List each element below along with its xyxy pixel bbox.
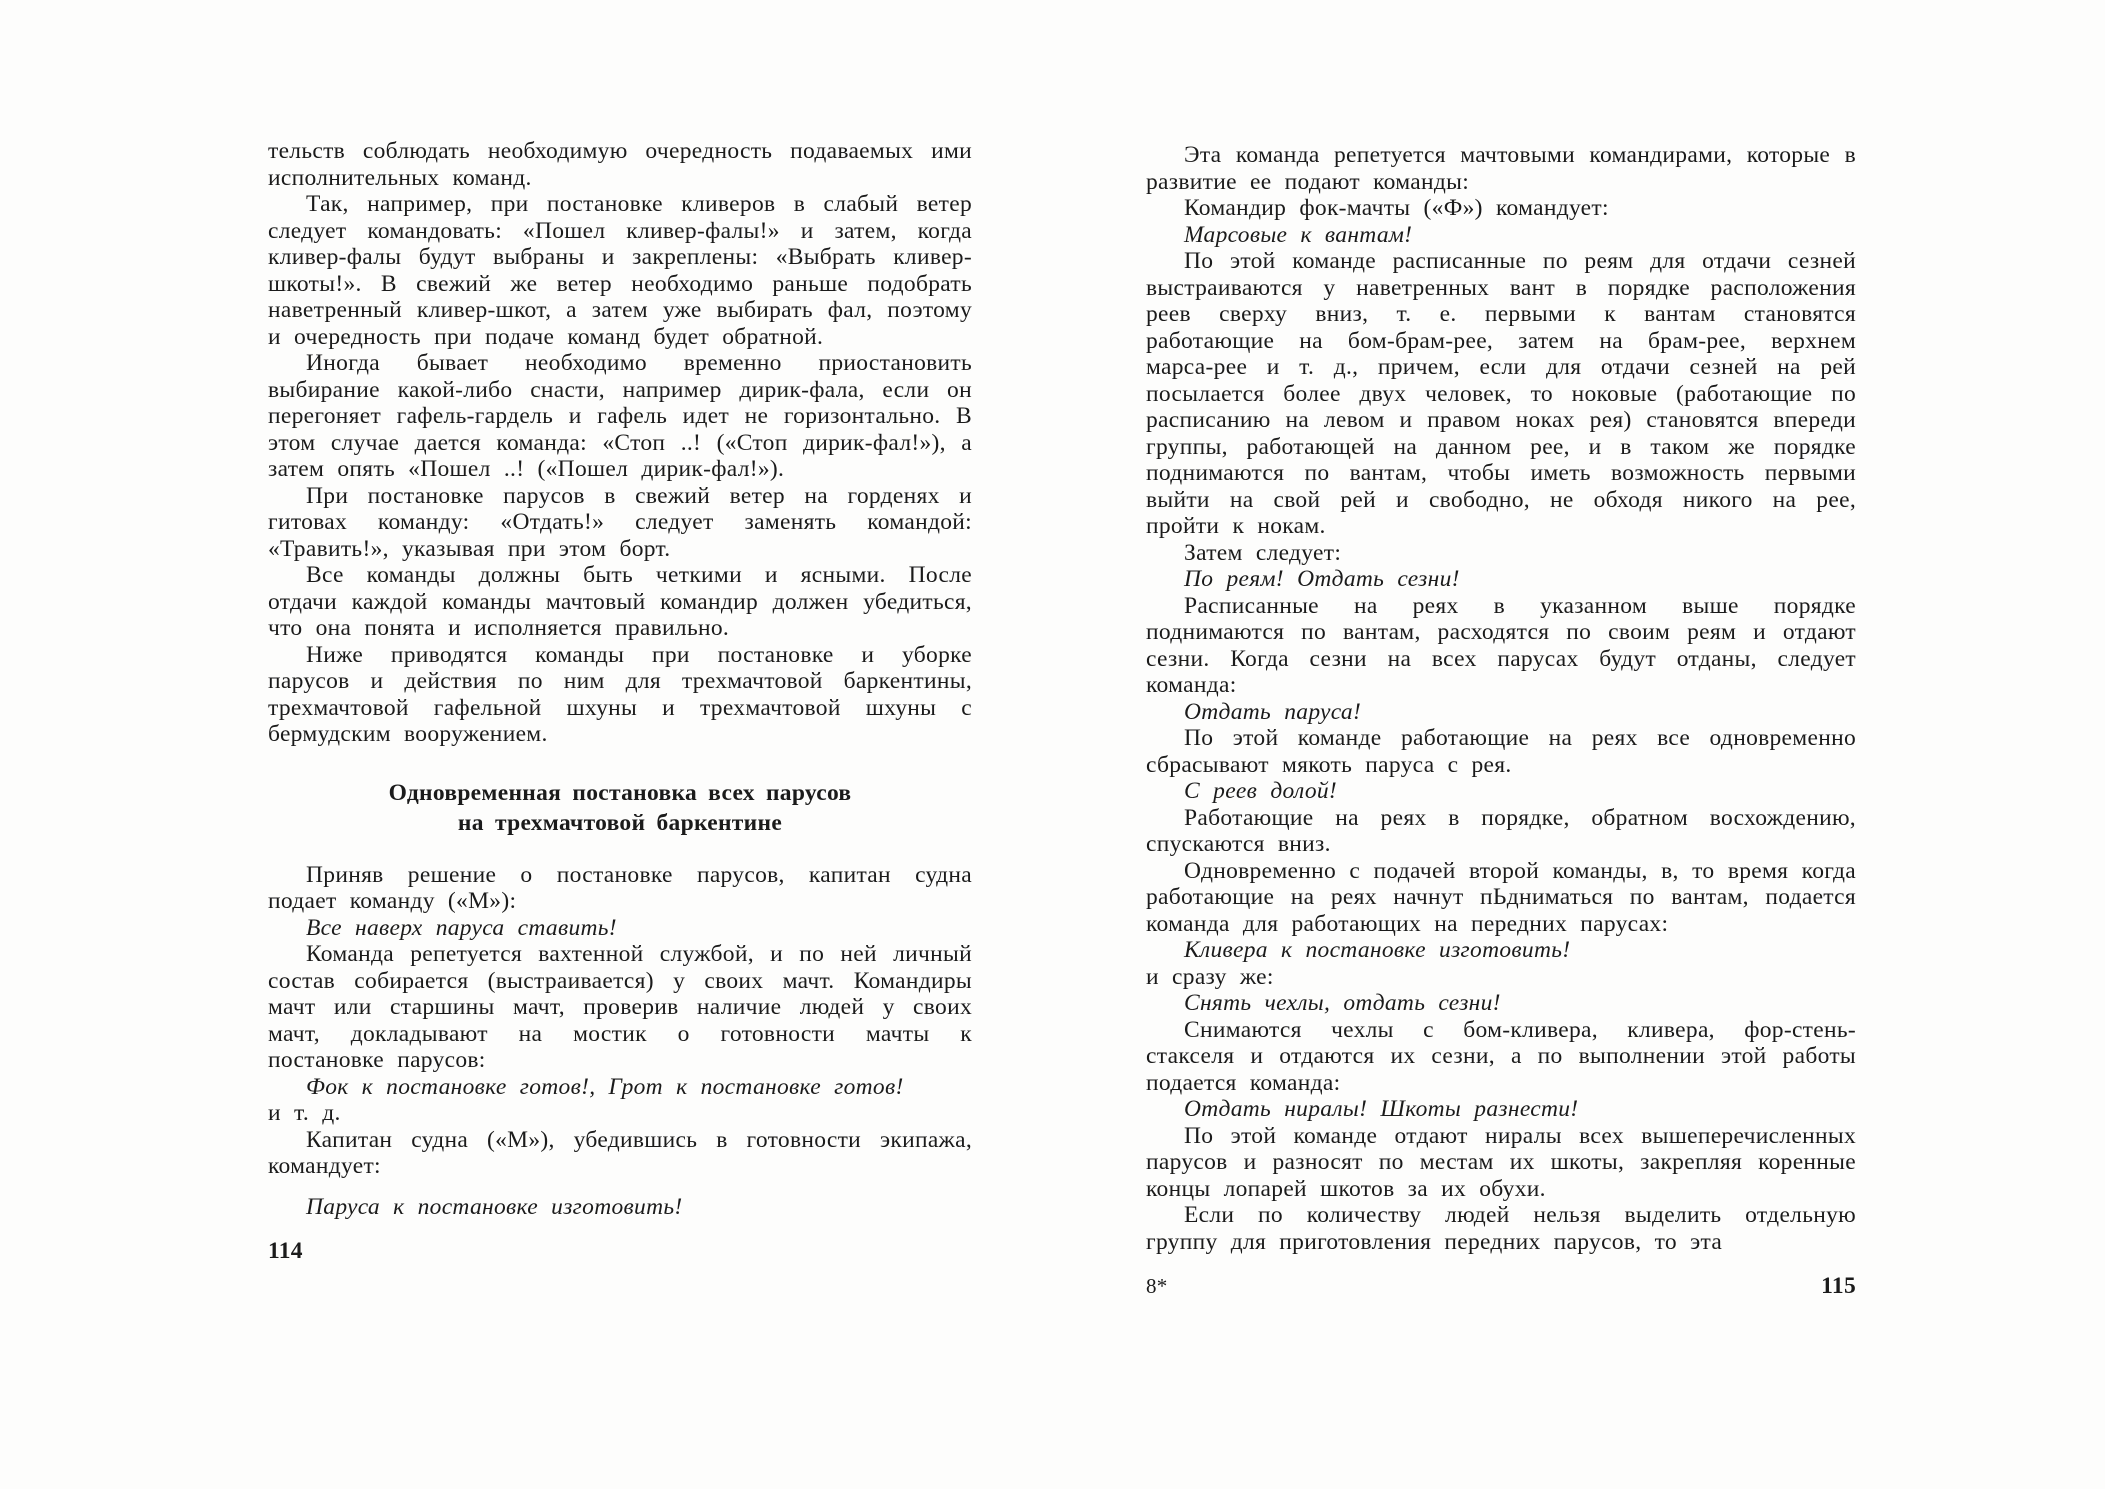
body-paragraph: Затем следует: [1184,539,1342,566]
section-heading [268,778,972,838]
body-paragraph: По этой команде расписанные по реям для отдачи сезней выстраиваются у наветренных вант в порядке расположения реев сверху вниз, т. е. первыми к вантам становятся работающие на бом-брам-рее, затем на брам-рее, верхнем марса-рее и т. д., причем, если для отдачи сезней на рей посылается более двух человек, то ноковые (работающие по расписанию на левом и правом ноках рея) становятся впереди группы, работающей на данном рее, и в таком же порядке поднимаются по вантам, чтобы иметь возможность первыми выйти на свой рей и свободно, не обходя никого на рее, пройти к нокам. [1146,248,1856,539]
body-paragraph: Приняв решение о постановке парусов, капитан судна подает команду («М»): [268,861,972,914]
body-paragraph: и сразу же: [1146,963,1274,990]
body-paragraph: По этой команде работающие на реях все одновременно сбрасывают мякоть паруса с рея. [1146,725,1856,778]
body-paragraph: Расписанные на реях в указанном выше порядке поднимаются по вантам, расходятся по своим реям и отдают сезни. Когда сезни на всех парусах будут отданы, следует команда: [1146,592,1856,698]
body-paragraph: Командир фок-мачты («Ф») командует: [1184,195,1609,221]
page-number: 115 [1821,1273,1856,1299]
page-number: 114 [268,1238,303,1264]
page-footer-right [1146,1273,1856,1300]
command-line: С реев долой! [1184,778,1338,804]
signature-mark: 8* [1146,1274,1168,1298]
section-heading-line2: на трехмачтовой баркентине [457,809,783,836]
body-paragraph: Капитан судна («М»), убедившись в готовности экипажа, командует: [268,1126,972,1179]
body-paragraph: Если по количеству людей нельзя выделить отдельную группу для приготовления передних парусов, то эта [1146,1202,1856,1255]
command-line: По реям! Отдать сезни! [1184,566,1460,592]
body-paragraph: При постановке парусов в свежий ветер на горденях и гитовах команду: «Отдать!» следует заменять командой: «Травить!», указывая при этом борт. [268,482,972,562]
command-line: Отдать паруса! [1184,698,1362,725]
section-heading-line1: Одновременная постановка всех парусов [388,779,852,806]
command-line: Все наверх паруса ставить! [306,914,617,941]
body-paragraph: тельств соблюдать необходимую очередность подаваемых ими исполнительных команд. [268,138,972,191]
command-line: Марсовые к вантам! [1184,221,1413,248]
command-line: Отдать ниралы! Шкоты разнести! [1184,1096,1579,1122]
command-line: Кливера к постановке изготовить! [1184,937,1571,963]
body-paragraph: Команда репетуется вахтенной службой, и по ней личный состав собирается (выстраивается) у своих мачт. Командиры мачт или старшины мачт, проверив наличие людей у своих мачт, докладывают на мостик о готовности мачты к постановке парусов: [268,941,972,1073]
body-paragraph: Все команды должны быть четкими и ясными. После отдачи каждой команды мачтовый командир должен убедиться, что она понята и исполняется правильно. [268,562,972,641]
body-paragraph: Так, например, при постановке кливеров в слабый ветер следует командовать: «Пошел кливер-фалы!» и затем, когда кливер-фалы будут выбраны и закреплены: «Выбрать кливер-шкоты!». В свежий же ветер необходимо раньше подобрать наветренный кливер-шкот, а затем уже выбирать фал, поэтому и очередность при подаче команд будет обратной. [268,191,972,350]
command-line: Снять чехлы, отдать сезни! [1184,990,1501,1016]
body-paragraph: Одновременно с подачей второй команды, в, то время когда работающие на реях начнут пЬдниматься по вантам, подается команда для работающих на передних парусах: [1146,857,1856,937]
body-paragraph: Эта команда репетуется мачтовыми командирами, которые в развитие ее подают команды: [1146,142,1856,195]
body-paragraph: Иногда бывает необходимо временно приостановить выбирание какой-либо снасти, например дирик-фала, если он перегоняет гафель-гардель и гафель идет не горизонтально. В этом случае дается команда: «Стоп ..! («Стоп дирик-фал!»), а затем опять «Пошел ..! («Пошел дирик-фал!»). [268,350,972,482]
body-paragraph: и т. д. [268,1100,341,1126]
body-paragraph: Снимаются чехлы с бом-кливера, кливера, фор-стень-стакселя и отдаются их сезни, а по выполнении этой работы подается команда: [1146,1016,1856,1096]
body-paragraph: Ниже приводятся команды при постановке и уборке парусов и действия по ним для трехмачтовой баркентины, трехмачтовой гафельной шхуны и трехмачтовой шхуны с бермудским вооружением. [268,641,972,747]
command-line: Фок к постановке готов!, Грот к постановке готов! [306,1073,904,1100]
body-paragraph: По этой команде отдают ниралы всех вышеперечисленных парусов и разносят по местам их шкоты, закрепляя коренные концы лопарей шкотов за их обухи. [1146,1122,1856,1202]
body-paragraph: Работающие на реях в порядке, обратном восхождению, спускаются вниз. [1146,804,1856,857]
page-footer-left [268,1238,972,1265]
page-right [1146,142,1856,1300]
page-left [268,138,972,1265]
command-line: Паруса к постановке изготовить! [306,1193,683,1220]
